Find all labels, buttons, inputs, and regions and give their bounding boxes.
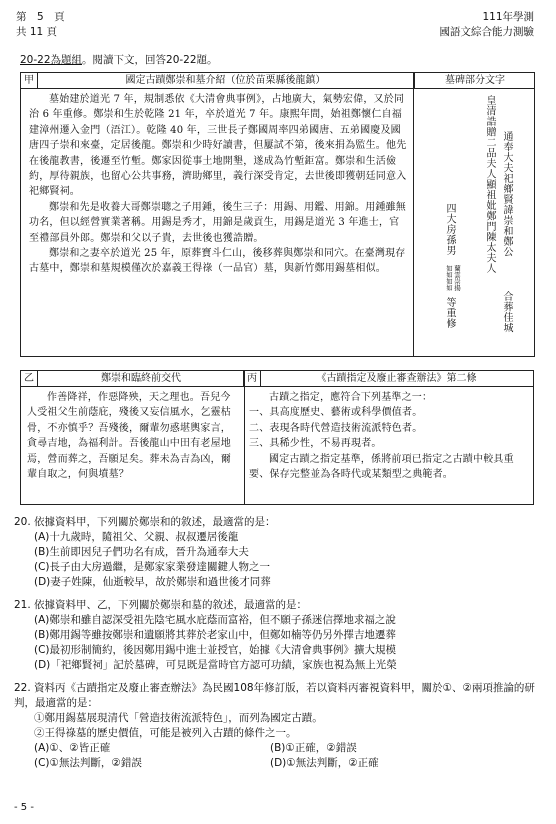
column-divider [413, 73, 414, 356]
question-20 [14, 515, 544, 590]
option-a[interactable]: (A)鄭崇和雖自認深受祖先陰宅風水庇蔭而富裕，但不願子孫迷信擇地求福之說 [34, 614, 396, 626]
exam-year: 111年學測 [482, 11, 534, 23]
page-number-footer: - 5 - [14, 802, 34, 813]
source-a-paragraph: 鄭崇和先是收養大哥鄭崇聰之子用鍾，後生三子：用錫、用鑑、用錦。用鍾雖無功名，但以經營實業著稱。用錫是秀才，用錦是歲貢生，用錫是道光 3 年進士，官至禮部員外郎。鄭崇和父以子貴，去世後也獲誥贈。 [29, 201, 406, 244]
inscription-left-end: 等重修 [444, 297, 455, 329]
criteria-item: 二、表現各時代營造技術流派特色者。 [249, 422, 423, 434]
page-label: 第 5 頁 [16, 11, 65, 23]
option-d[interactable]: (D)「祀鄉賢祠」記於墓碑，可見既是當時官方認可功績，家族也視為無上光榮 [34, 659, 397, 671]
statement-2: ②王得祿墓的歷史價值，可能是被列入古蹟的條件之一。 [34, 727, 297, 739]
source-b-tag: 乙 [21, 371, 38, 387]
question-21 [14, 598, 544, 673]
source-c-text [249, 390, 529, 482]
option-c[interactable]: (C)①無法判斷，②錯誤 [34, 757, 142, 769]
source-a-paragraph: 鄭崇和之妻卒於道光 25 年，原葬寶斗仁山，後移葬與鄭崇和同穴。在臺灣現存古墓中，鄭崇和墓規模僅次於嘉義王得祿（一品官）墓，與新竹鄭用錫墓相似。 [29, 248, 406, 275]
options-row-2 [34, 756, 544, 771]
question-22 [14, 681, 544, 771]
option-b[interactable]: (B)①正確，②錯誤 [270, 742, 357, 754]
source-c-closing: 國定古蹟之指定基準，係將前項已指定之古蹟中較具重要、保存完整並為各時代或某類型之典範者。 [249, 453, 514, 481]
page-count [16, 10, 65, 40]
option-d[interactable]: (D)妻子姓陳，仙逝較早，故於鄭崇和過世後才同葬 [34, 576, 271, 588]
statement-1: ①鄭用錫墓展現清代「營造技術流派特色」，而列為國定古蹟。 [34, 712, 323, 724]
options-row-1 [34, 741, 544, 756]
inscription-right-col: 通奉大夫祀鄉賢諱崇和鄭公 [501, 131, 512, 257]
group-range: 20-22為題組 [20, 54, 83, 66]
exam-info [440, 10, 535, 40]
total-pages-label: 共 11 頁 [16, 26, 58, 39]
group-instruction [20, 52, 218, 68]
question-stem: 20. 依據資料甲，下列關於鄭崇和的敘述，最適當的是： [14, 516, 276, 528]
inscription-main-col: 皇清誥贈二品夫人顯祖妣鄭門陳太夫人 [484, 95, 495, 274]
instruction-text: 。閱讀下文，回答20-22題。 [82, 54, 218, 66]
option-d[interactable]: (D)①無法判斷，②正確 [270, 757, 379, 769]
option-b[interactable]: (B)生前即因兒子們功名有成，晉升為通奉大夫 [34, 546, 249, 558]
source-c-tag: 丙 [243, 371, 261, 387]
source-c-intro: 古蹟之指定，應符合下列基準之一： [269, 392, 433, 403]
criteria-item: 三、具稀少性，不易再現者。 [249, 438, 382, 450]
source-a-box [20, 72, 535, 357]
option-b[interactable]: (B)鄭用錫等雖按鄭崇和遺願將其葬於老家山中，但鄭如楠等仍另外擇吉地遷葬 [34, 629, 396, 641]
source-a-paragraph: 墓始建於道光 7 年，規制悉依《大清會典事例》，占地廣大，氣勢宏偉，又於同治 6 年重修。鄭崇和生於乾隆 21 年，卒於道光 7 年。康熙年間，始祖鄭懷仁自福建漳州遷入金門（浯江）。乾隆 40 年，三世長子鄭國周率四弟國唐、五弟國慶及國唐四子崇和來臺，定居後龍。鄭崇和少時好讀書，但屢試不第，後來捐為監生。他先在後龍教書，後遷至竹塹。鄭家因從事土地開墾，遂成為竹塹鉅富。鄭崇和生活儉約，厚待親族，也留心公共事務，濟助鄉里，義行深受肯定，去世後即獲朝廷同意入祀鄉賢祠。 [29, 94, 407, 198]
question-stem: 22. 資料丙《古蹟指定及廢止審查辦法》為民國108年修訂版，若以資料丙審視資料甲，關於①、②兩項推論的研判，最適當的是： [14, 682, 535, 709]
source-c-title: 《古蹟指定及廢止審查辦法》第二條 [260, 371, 533, 387]
source-c-box [243, 370, 534, 505]
source-a-title: 國定古蹟鄭崇和墓介紹（位於苗栗縣後龍鎮） [38, 73, 413, 89]
source-b-box [20, 370, 245, 505]
inscription-end-col: 合葬佳城 [501, 291, 512, 333]
criteria-item: 一、具高度歷史、藝術或科學價值者。 [249, 407, 423, 419]
inscription-left-col: 四大房孫男 [444, 203, 455, 256]
question-stem: 21. 依據資料甲、乙，下列關於鄭崇和墓的敘述，最適當的是： [14, 599, 308, 611]
exam-subject: 國語文綜合能力測驗 [439, 26, 534, 39]
option-c[interactable]: (C)長子由大房過繼，是鄭家家業發達關鍵人物之一 [34, 561, 271, 573]
option-a[interactable]: (A)十九歲時，隨祖父、父親、叔叔遷居後龍 [34, 531, 239, 543]
source-a-text [29, 92, 407, 277]
source-b-paragraph: 作善降祥，作惡降殃，天之理也。吾兒今人受祖父生前蔭庇，殘後又妄信風水，乞靈枯骨，不亦慎乎？吾殘後，爾輩勿惑堪輿家言，貪尋吉地，為福利計。吾後龍山中田有老屋地焉，營而葬之，吾願足矣。葬未為吉為凶，爾輩自取之，何與墳墓？ [27, 392, 231, 481]
option-a[interactable]: (A)①、②皆正確 [34, 742, 111, 754]
inscription-left-sub: 如如如如 [445, 265, 453, 291]
source-a-tag: 甲 [21, 73, 38, 89]
inscription-title: 墓碑部分文字 [414, 73, 535, 89]
inscription-left-names: 蘭雲崇揚 [453, 265, 461, 291]
option-c[interactable]: (C)最初形制簡約，後因鄭用錫中進士並授官，始據《大清會典事例》擴大規模 [34, 644, 397, 656]
source-b-title: 鄭崇和臨終前交代 [38, 371, 244, 387]
source-b-text [27, 390, 239, 482]
